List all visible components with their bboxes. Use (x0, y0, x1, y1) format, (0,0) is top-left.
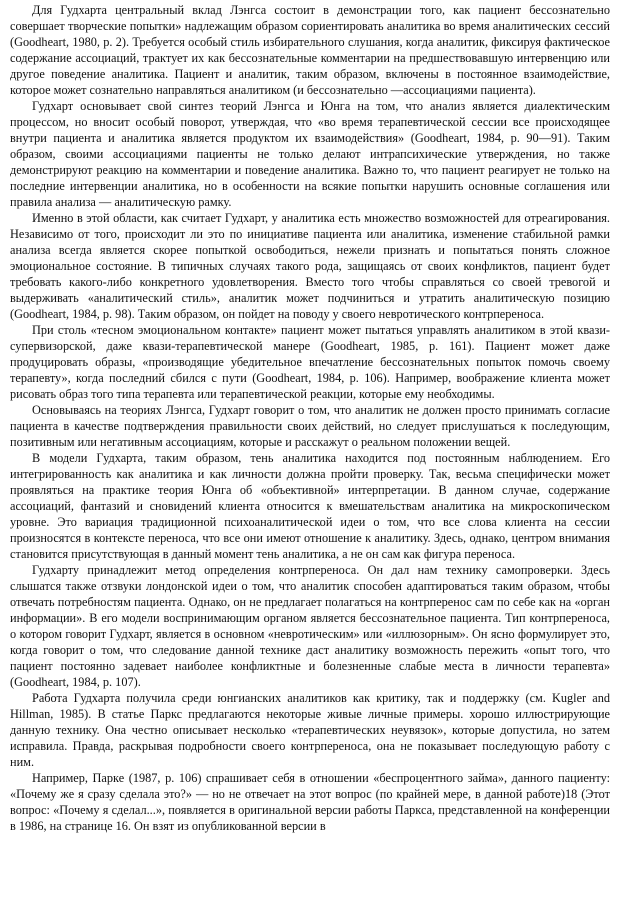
paragraph: Например, Парке (1987, p. 106) спрашивает себя в отношении «беспроцентного займа», данного пациенту: «Почему же я сразу сделала это?» — но не отвечает на этот вопрос (по крайней мере, в данной работе)18 (Этот вопрос: «Почему я сделал...», появляется в оригинальной версии работы Паркса, представленной на конференции в 1986, на странице 16. Он взят из опубликованной версии в (10, 771, 610, 833)
document-page (10, 0, 610, 834)
paragraph: Основываясь на теориях Лэнгса, Гудхарт говорит о том, что аналитик не должен просто принимать согласие пациента в качестве подтверждения правильности своих действий, но следует прислушаться к последующим, позитивным или негативным ассоциациям, которые и расскажут о реальном положении вещей. (10, 403, 610, 449)
paragraph: В модели Гудхарта, таким образом, тень аналитика находится под постоянным наблюдением. Его интегрированность как аналитика и как личности должна пройти проверку. Так, весьма специфически может проявляться на практике теория Юнга об «объективной» интерпретации. В данном случае, содержание ассоциаций, фантазий и сновидений клиента относится к вмешательствам аналитика на микроскопическом уровне. Это вариация традиционной психоаналитической идеи о том, что все слова клиента на сессии произносятся в контексте переноса, что все они имеют отношение к аналитику. Здесь, однако, центром внимания становится присутствующая в данный момент тень аналитика, а не он сам как фигура переноса. (10, 451, 610, 561)
paragraph: Именно в этой области, как считает Гудхарт, у аналитика есть множество возможностей для отреагирования. Независимо от того, происходит ли это по инициативе пациента или аналитика, изменение стабильной рамки анализа всегда является скорее попыткой освободиться, нежели признать и попытаться понять сложное эмоциональное состояние. В типичных случаях такого рода, защищаясь от своих конфликтов, пациент будет требовать какого-либо конкретного удовлетворения. Вместо того чтобы справляться со своей тревогой и выдерживать «аналитический стиль», аналитик может подчиниться и утратить аналитическую позицию (Goodheart, 1984, p. 98). Таким образом, он пойдет на поводу у своего невротического контрпереноса. (10, 211, 610, 321)
paragraph: Гудхарт основывает свой синтез теорий Лэнгса и Юнга на том, что анализ является диалектическим процессом, но вносит особый поворот, утверждая, что «во время терапевтической сессии все происходящее внутри пациента и аналитика является продуктом их взаимодействия» (Goodheart, 1984, p. 90—91). Таким образом, своими ассоциациями пациенты не только делают интрапсихические утверждения, но также демонстрируют реакцию на комментарии и поведение аналитика. Важно то, что пациент реагирует не только на последние интервенции аналитика, но в особенности на всякие попытки нарушить основные соглашения или правила анализа — аналитическую рамку. (10, 99, 610, 209)
paragraph: Для Гудхарта центральный вклад Лэнгса состоит в демонстрации того, как пациент бессознательно совершает творческие попытки» надлежащим образом сориентировать аналитика во время аналитических сессий (Goodheart, 1980, p. 2). Требуется особый стиль избирательного слушания, когда аналитик, фиксируя фактическое содержание ассоциаций, трактует их как бессознательные комментарии на предшествовавшую интервенцию или другое поведение аналитика. Пациент и аналитик, таким образом, включены в постоянное взаимодействие, которое может сознательно направляться аналитиком (и бессознательно —ассоциациями пациента). (10, 3, 610, 97)
paragraph: Гудхарту принадлежит метод определения контрпереноса. Он дал нам технику самопроверки. Здесь слышатся также отзвуки лондонской идеи о том, что аналитик способен адаптироваться таким образом, чтобы отвечать потребностям пациента. Однако, он не предлагает полагаться на контрперенос сам по себе как на «орган информации». В его модели воспринимающим органом является бессознательное пациента. Тип контрпереноса, о котором говорит Гудхарт, является в основном «невротическим» или «иллюзорным». Он ясно формулирует это, когда говорит о том, что следование данной технике даст аналитику возможность пережить «опыт того, что пациент постоянно задевает наиболее конфликтные и болезненные слабые места в личности терапевта» (Goodheart, 1984, p. 107). (10, 563, 610, 689)
paragraph: При столь «тесном эмоциональном контакте» пациент может пытаться управлять аналитиком в этой квази-супервизорской, даже квази-терапевтической манере (Goodheart, 1985, p. 161). Пациент может даже продуцировать образы, «производящие убедительное впечатление бессознательных попыток помочь своему терапевту», когда последний сбился с пути (Goodheart, 1984, p. 106). Например, воображение клиента может рисовать образ того типа терапевта или терапевтической реакции, которые ему необходимы. (10, 323, 610, 401)
paragraph: Работа Гудхарта получила среди юнгианских аналитиков как критику, так и поддержку (см. Kugler and Hillman, 1985). В статье Паркс предлагаются некоторые живые личные примеры. хорошо иллюстрирующие данную технику. Она честно описывает несколько «терапевтических неувязок», которые допустила, но затем исправила. Правда, раскрывая подробности своего контрпереноса, она не показывает последующую работу с ним. (10, 691, 610, 769)
